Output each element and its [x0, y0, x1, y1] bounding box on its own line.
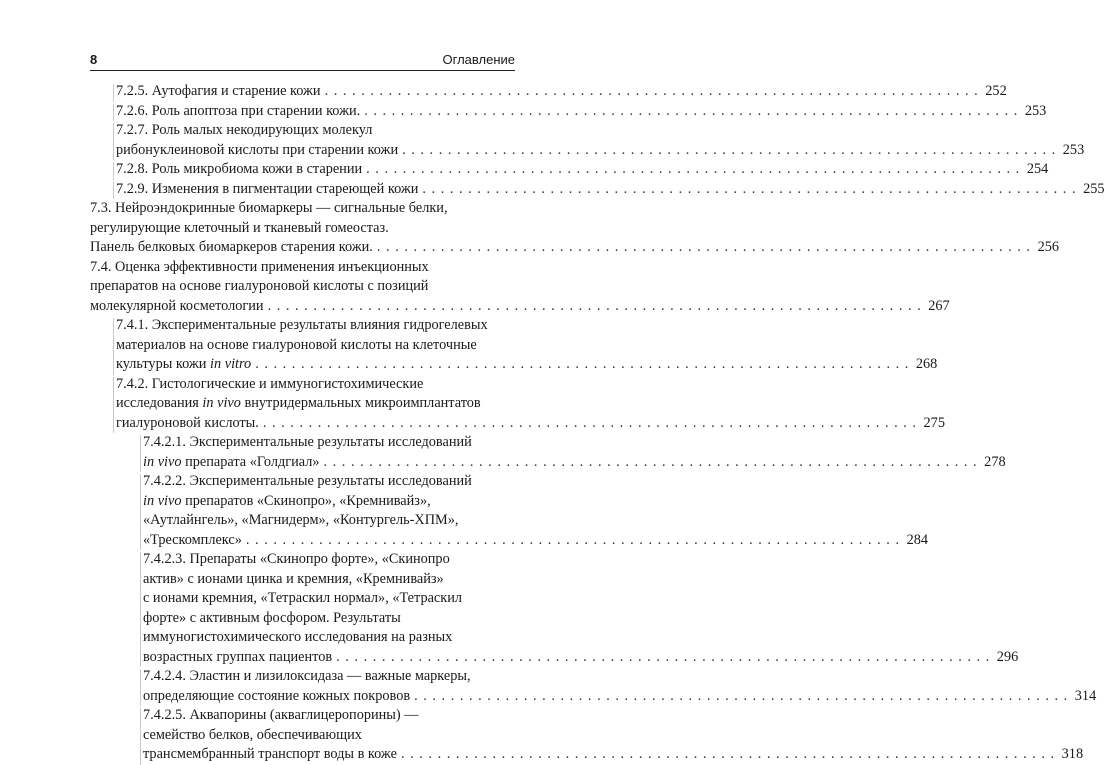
dot-leader [402, 141, 1056, 161]
dot-leader [255, 355, 909, 375]
toc-entry-text: актив» с ионами цинка и кремния, «Кремнивайз» [143, 570, 444, 587]
indent-rule [113, 123, 114, 160]
toc-entry-text: трансмембранный транспорт воды в коже [143, 746, 397, 762]
toc-page-number: 255 [1083, 180, 1105, 197]
indent-rule [113, 377, 114, 434]
toc-page-number: 314 [1074, 687, 1097, 704]
toc-entry-text: 7.4.2.3. Препараты «Скинопро форте», «Скинопро [143, 551, 450, 567]
toc-entry-text: 7.4.2. Гистологические и иммуногистохимические [116, 375, 424, 392]
toc-entry[interactable] [90, 706, 1084, 765]
toc-entry[interactable] [90, 472, 929, 550]
dot-leader [366, 160, 1020, 180]
page-number: 8 [90, 52, 98, 67]
indent-rule [113, 318, 114, 375]
toc-entry-text: рибонуклеиновой кислоты при старении кожи [116, 141, 399, 158]
toc-entry-text: форте» с активным фосфором. Результаты [143, 609, 401, 626]
toc-entry-text: определяющие состояние кожных покровов [143, 687, 411, 704]
indent-rule [140, 474, 141, 550]
toc-entry-text: 7.4.1. Экспериментальные результаты влияния гидрогелевых [116, 317, 488, 333]
toc-entry[interactable] [90, 258, 950, 317]
indent-rule [140, 552, 141, 667]
toc-entry-text: 7.4.2.5. Аквапорины (акваглицеропорины) — [143, 707, 419, 723]
toc-entry-text: 7.2.5. Аутофагия и старение кожи [116, 83, 321, 99]
dot-leader [377, 238, 1031, 258]
toc-page-number: 256 [1037, 239, 1060, 255]
toc-entry-text: гиалуроновой кислоты. [116, 414, 259, 431]
indent-rule [113, 182, 114, 200]
indent-rule [140, 435, 141, 472]
toc-entry-text: 7.3. Нейроэндокринные биомаркеры — сигнальные белки, [90, 200, 448, 216]
toc-entry-text: с ионами кремния, «Тетраскил нормал», «Тетраскил [143, 590, 463, 606]
dot-leader [324, 453, 978, 473]
dot-leader [246, 531, 900, 551]
toc-entry-text: 7.4.2.1. Экспериментальные результаты исследований [143, 434, 472, 450]
toc-entry-text: культуры кожи in vitro [116, 356, 252, 372]
toc-entry[interactable] [90, 667, 1097, 706]
dot-leader [401, 745, 1055, 765]
toc-entry-text: материалов на основе гиалуроновой кислоты на клеточные [116, 336, 477, 353]
toc-entry[interactable] [90, 433, 1006, 472]
toc-entry-text: 7.2.7. Роль малых некодирующих молекул [116, 122, 373, 138]
indent-rule [113, 162, 114, 180]
indent-rule [113, 104, 114, 122]
toc-entry-text: in vivo препарата «Голдгиал» [143, 453, 320, 470]
toc-entry-text: иммуногистохимического исследования на разных [143, 629, 453, 645]
indent-rule [113, 84, 114, 102]
indent-rule [140, 708, 141, 765]
toc-page-number: 268 [915, 356, 938, 372]
toc-page-number: 275 [923, 414, 945, 431]
toc-page-number: 296 [996, 648, 1019, 665]
dot-leader [263, 414, 917, 434]
toc-entry-text: 7.4.2.2. Экспериментальные результаты исследований [143, 473, 472, 489]
toc-entry-text: in vivo препаратов «Скинопро», «Кремнивайз», [143, 492, 431, 509]
toc-entry-text: «Трескомплекс» [143, 531, 242, 548]
toc-entry[interactable] [90, 375, 945, 434]
toc-entry-text: исследования in vivo внутридермальных микроимплантатов [116, 395, 481, 411]
toc-entry-text: 7.2.8. Роль микробиома кожи в старении [116, 161, 363, 177]
toc-page-number: 267 [928, 297, 950, 314]
toc-entry-text: 7.4. Оценка эффективности применения инъекционных [90, 258, 429, 275]
toc-entry-text: Панель белковых биомаркеров старения кожи. [90, 239, 373, 255]
toc-entry[interactable] [90, 160, 1049, 180]
running-header [90, 50, 515, 71]
toc-entry[interactable] [90, 199, 1060, 258]
indent-rule [140, 669, 141, 706]
toc-entry-text: 7.2.9. Изменения в пигментации стареющей кожи [116, 180, 419, 197]
dot-leader [364, 102, 1018, 122]
toc-entry[interactable] [90, 316, 938, 375]
toc-entry-text: «Аутлайнгель», «Магнидерм», «Контургель-ХПМ», [143, 512, 459, 528]
toc-page-number: 278 [984, 453, 1006, 470]
toc-entry[interactable] [90, 121, 1085, 160]
toc-entry[interactable] [90, 102, 1047, 122]
toc-entry-text: 7.2.6. Роль апоптоза при старении кожи. [116, 102, 361, 119]
toc-entry[interactable] [90, 82, 1007, 102]
toc-page-number: 254 [1026, 161, 1049, 177]
dot-leader [268, 297, 922, 317]
toc-entry-text: препаратов на основе гиалуроновой кислоты с позиций [90, 278, 429, 294]
dot-leader [414, 687, 1068, 707]
toc-page-number: 252 [985, 83, 1007, 99]
toc-page-number: 253 [1062, 141, 1085, 158]
toc-entry[interactable] [90, 180, 1105, 200]
toc-entry-text: регулирующие клеточный и тканевый гомеостаз. [90, 219, 389, 236]
dot-leader [325, 82, 979, 102]
dot-leader [422, 180, 1076, 200]
toc-page-number: 253 [1024, 102, 1047, 119]
toc-entry-text: молекулярной косметологии [90, 297, 264, 314]
toc-entry-text: 7.4.2.4. Эластин и лизилоксидаза — важные маркеры, [143, 668, 471, 684]
toc-entry[interactable] [90, 550, 1019, 667]
toc-page-number: 284 [906, 531, 929, 548]
section-title: Оглавление [442, 52, 515, 67]
toc-entry-text: возрастных группах пациентов [143, 648, 333, 665]
toc-entry-text: семейство белков, обеспечивающих [143, 726, 362, 743]
dot-leader [336, 648, 990, 668]
toc-page-number: 318 [1061, 746, 1084, 762]
table-of-contents [90, 82, 1105, 765]
